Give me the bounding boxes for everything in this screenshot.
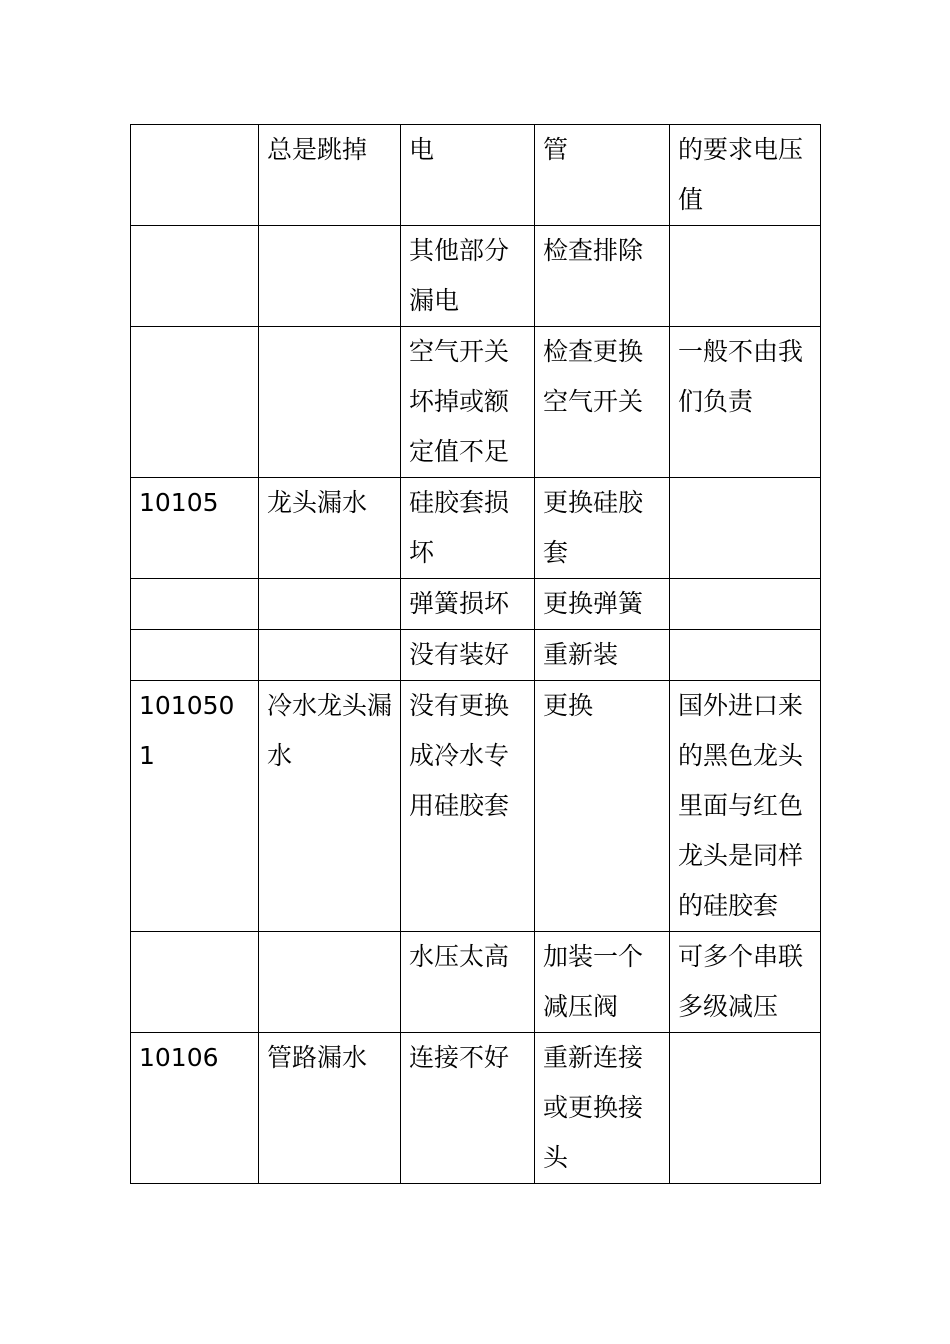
table-cell-code xyxy=(131,125,259,226)
table-cell-code xyxy=(131,630,259,681)
table-cell-solution: 重新连接或更换接头 xyxy=(535,1033,670,1184)
table-cell-solution: 检查更换空气开关 xyxy=(535,327,670,478)
table-row xyxy=(131,932,821,1033)
table-cell-symptom xyxy=(259,630,401,681)
table-cell-symptom: 龙头漏水 xyxy=(259,478,401,579)
table-cell-solution: 更换弹簧 xyxy=(535,579,670,630)
table-cell-solution: 管 xyxy=(535,125,670,226)
table-cell-note: 一般不由我们负责 xyxy=(670,327,821,478)
table-cell-cause: 弹簧损坏 xyxy=(401,579,535,630)
table-cell-cause: 没有更换成冷水专用硅胶套 xyxy=(401,681,535,932)
table-cell-note: 的要求电压值 xyxy=(670,125,821,226)
table-cell-solution: 重新装 xyxy=(535,630,670,681)
table-cell-symptom xyxy=(259,327,401,478)
table-cell-cause: 电 xyxy=(401,125,535,226)
table-row xyxy=(131,478,821,579)
table-cell-cause: 连接不好 xyxy=(401,1033,535,1184)
table-cell-cause: 水压太高 xyxy=(401,932,535,1033)
fault-table xyxy=(130,124,821,1184)
table-row xyxy=(131,327,821,478)
table-cell-symptom: 总是跳掉 xyxy=(259,125,401,226)
table-cell-cause: 空气开关坏掉或额定值不足 xyxy=(401,327,535,478)
table-row xyxy=(131,125,821,226)
table-cell-note: 国外进口来的黑色龙头里面与红色龙头是同样的硅胶套 xyxy=(670,681,821,932)
table-cell-code xyxy=(131,226,259,327)
table-cell-code: 10105 xyxy=(131,478,259,579)
table-cell-symptom: 冷水龙头漏水 xyxy=(259,681,401,932)
table-cell-code: 10106 xyxy=(131,1033,259,1184)
table-cell-solution: 检查排除 xyxy=(535,226,670,327)
table-row xyxy=(131,630,821,681)
table-cell-code: 1010501 xyxy=(131,681,259,932)
table-cell-symptom: 管路漏水 xyxy=(259,1033,401,1184)
table-cell-symptom xyxy=(259,932,401,1033)
table-row xyxy=(131,1033,821,1184)
table-row xyxy=(131,226,821,327)
table-cell-symptom xyxy=(259,579,401,630)
table-cell-note xyxy=(670,226,821,327)
table-cell-note xyxy=(670,579,821,630)
table-cell-symptom xyxy=(259,226,401,327)
table-cell-note xyxy=(670,630,821,681)
table-cell-solution: 加装一个减压阀 xyxy=(535,932,670,1033)
table-cell-cause: 硅胶套损坏 xyxy=(401,478,535,579)
table-row xyxy=(131,579,821,630)
table-cell-cause: 其他部分漏电 xyxy=(401,226,535,327)
table-cell-cause: 没有装好 xyxy=(401,630,535,681)
table-cell-code xyxy=(131,327,259,478)
table-cell-note: 可多个串联多级减压 xyxy=(670,932,821,1033)
table-row xyxy=(131,681,821,932)
table-cell-note xyxy=(670,478,821,579)
table-cell-note xyxy=(670,1033,821,1184)
table-cell-solution: 更换 xyxy=(535,681,670,932)
table-cell-code xyxy=(131,932,259,1033)
table-cell-code xyxy=(131,579,259,630)
table-cell-solution: 更换硅胶套 xyxy=(535,478,670,579)
